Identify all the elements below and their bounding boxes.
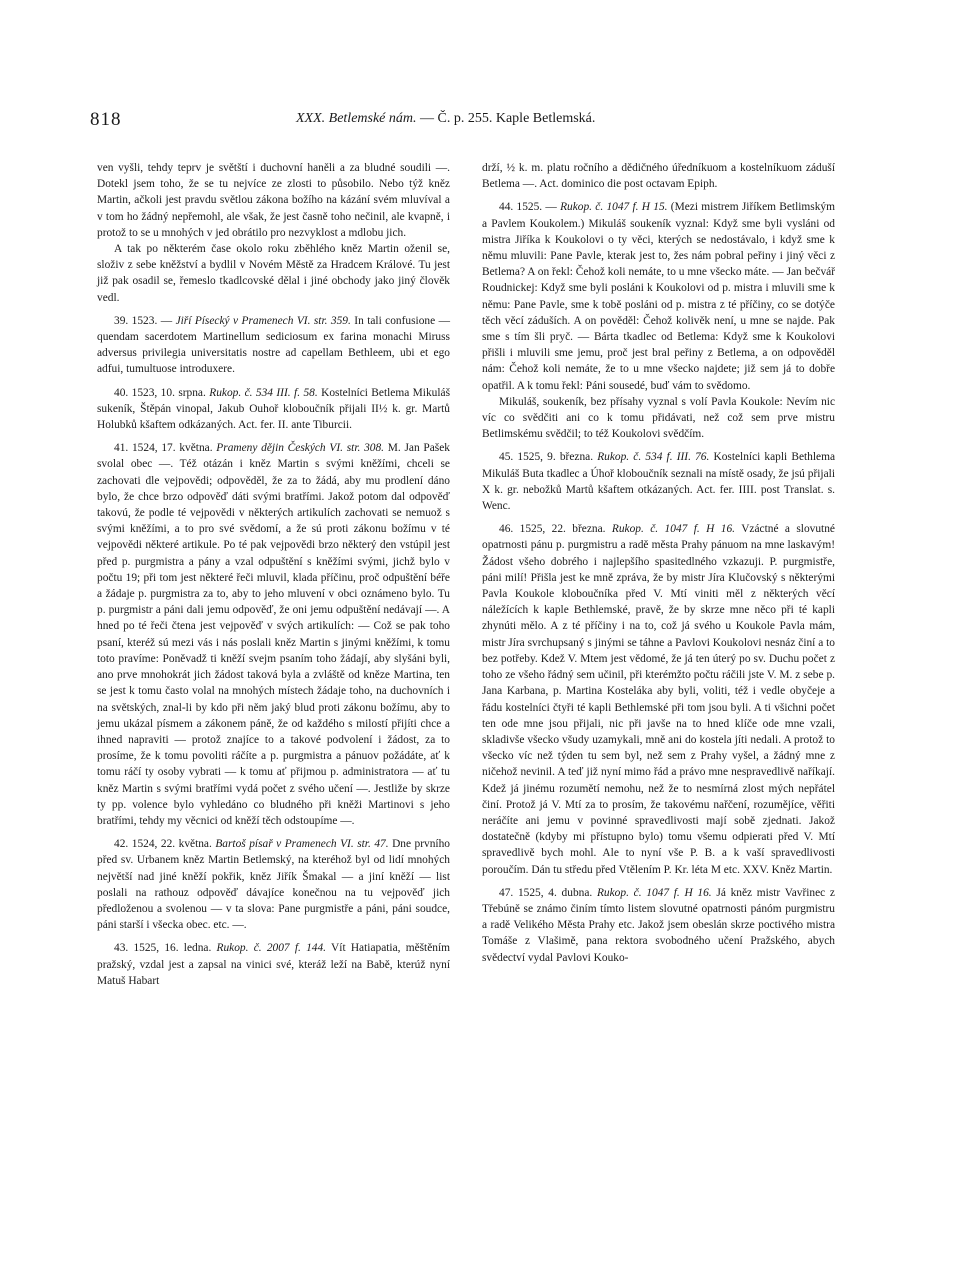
- document-entry: [482, 885, 835, 966]
- entry-number-date: 41. 1524, 17. května.: [114, 442, 217, 455]
- running-head-subtitle: — Č. p. 255. Kaple Betlemská.: [416, 111, 596, 126]
- entry-text: Kostelníci Betlema Mikuláš sukeník, Štěpán vinopal, Jakub Ouhoř kloboučník přijali II½ k. gr. Martů Holubků kšaftem odkázaných. Act. fer. II. ante Tiburcii.: [97, 386, 451, 432]
- running-head: [296, 111, 595, 127]
- entry-number-date: 46. 1525, 22. března.: [499, 523, 612, 536]
- page-number: 818: [90, 109, 122, 130]
- entry-number-date: 43. 1525, 16. ledna.: [114, 942, 217, 955]
- running-head-title: XXX. Betlemské nám.: [296, 111, 417, 126]
- source-reference: Rukop. č. 1047 f. H 15.: [560, 201, 668, 214]
- continued-paragraph: [97, 160, 450, 241]
- left-text-column: [97, 160, 450, 989]
- entry-text: A tak po některém čase okolo roku zběhlého kněz Martin oženil se, složiv z sebe kněžství a bydlil v Novém Městě za Hradcem Králové. Tu jest již pak osadil se, řemeslo tkadlcovské dělal i jiné obchody jako jiný člověk vedl.: [97, 243, 450, 304]
- right-text-column: [482, 160, 835, 966]
- entry-number-date: 45. 1525, 9. března.: [499, 451, 598, 464]
- document-entry: [97, 836, 450, 933]
- entry-text: Vít Hatiapatia, měštěním pražský, vzdal jest a zapsal na vinici své, kteráž leží na Babě, kterúž nyní Matuš Habart: [97, 942, 451, 987]
- entry-text: drží, ½ k. m. platu ročního a dědičného úředníkuom a kostelníkuom záduší Betlema —. Act. dominico die post octavam Epiph.: [482, 162, 835, 191]
- source-reference: Bartoš písař v Pramenech VI. str. 47.: [215, 838, 389, 851]
- entry-text: ven vyšli, tehdy teprv je světští i duchovní haněli a za bludné soudili —. Dotekl jsem toho, že se tu nejvíce ze zlosti to působilo. Nebo týž kněz Martin, ačkoli jest pravdu světlou zákona božího na kázání svém mluvíval a v tom ho žádný nepřemohl, ale však, že jest časně toho nečinil, ale kvapně, i protož to se u mnohých v jed obrátilo pro nezvyklost a mdlobu jich.: [97, 162, 450, 239]
- entry-text: Já kněz mistr Vavřinec z Třebúně se známo činím tímto listem slovutné opatrnosti pánóm purgmistru a radě Velikého Města Prahy etc. Jakož jsem obeslán skrze poctivého mistra Tomáše z Vlašimě, pana rektora svobodného učení Pražského, abych svědectví vydal Pavlovi Kouko-: [482, 886, 835, 964]
- source-reference: Jiří Písecký v Pramenech VI. str. 359.: [175, 314, 351, 327]
- source-reference: Rukop. č. 2007 f. 144.: [216, 942, 327, 955]
- document-entry: [97, 940, 450, 989]
- source-reference: Rukop. č. 1047 f. H 16.: [611, 523, 736, 536]
- paragraph: [97, 241, 450, 306]
- entry-number-date: 47. 1525, 4. dubna.: [499, 886, 597, 899]
- document-entry: [482, 199, 835, 393]
- entry-text: In tali confusione — quendam sacerdotem Martinellum sediciosum ex farina monachi Miruss adversus privilegia universitatis nostre ad capellam Bethleem, ubi et ego adfui, tumultuose introduxere.: [97, 314, 450, 376]
- entry-text: Vzáctné a slovutné opatrnosti pánu p. purgmistru a radě města Prahy pánuom na mne laskavým! Žádost všeho dobrého i najlepšího spasitedlného vzkazuji. P. purgmistře, páni milí! Přišla jest ke mně zpráva, že by mistr Jíra Klučovský s některými Pavla Koukole kloboučníka před V. Mtí viniti měl z některých věcí náležících k kaple Bethlemské, pravě, že by skrze mne něco při té kapli zhynúti mělo. A z té příčiny i na to, což já svého u Koukole Pavla mám, mistr Jíra svrchupsaný s jinými se táhne a Pavlovi Koukolovi nesnáz činí a to bez potřeby. Kdež V. Mtem jest vědomé, že já ten úterý po sv. Duchu počet z toho ze všeho řádný sem učinil, při kterémžto počtu ráčili jste V. M. z sebe p. Jana Karbana, p. Martina Kosteláka aby byli, voliti, též i vedle obyčeje a řádu kostelníci čtyři té kapli Bethlemské při tom jsou byli. A ti všichni počet ten ode mne jsou přijali, nic při javše na to hned klíče ode mne vzali, skladivše všecko všudy uzamykali, mně ani do kostela jíti nedali. A protož to všecko víc než týden tu sem byl, než sem z Prahy vyšel, a žádný mne z ničehož nevinil. A teď již nyní mimo řád a právo mne nespravedlivě naříkají. Kdež já jinému rozumětí nemohu, než že to nesmírná zlost mých nepřátel činí. Protož já V. Mtí za to prosím, že takovému nařčení, rozumějíce, věřiti neráčíte ani jemu v povinné spravedlivosti mají sobě zjednati. Jakož dostatečně (kdyby mi přístupno bylo) tomu všemu odpierati před V. Mtí spravedlivě bych mohl. Ale to nyní vše P. B. a k vaší spravedlivosti poroučím. Dán tu středu před Vtělením P. Kr. léta M etc. XXV. Kněz Martin.: [482, 523, 835, 876]
- entry-text: (Mezi mistrem Jiříkem Betlimským a Pavlem Koukolem.) Mikuláš soukeník vyznal: Když sme byli vysláni od mistra Jiříka k Koukolovi o ty věci, kterých se nedostávalo, i když sme k němu mluvili: Pane Pavle, kterak jest to, žes nám pobral peřiny i jiný věci z Betlema? A on řekl: Čehož koli nemáte, to u mne všecko máte. — Jan bečvář Roudnickej: Když sme byli posláni k Koukolovi od p. mistra i mluvili sme k němu: Pane Pavle, sme k tobě posláni od p. mistra z té příčiny, co se dotýče těch věcí záduších. A on pověděl: Čehož kolivěk není, u mne se najde. Pak sme s tím šli pryč. — Bárta tkadlec od Betlema: Když sme k Koukolovi přišli i mluvili sme jemu, proč jest bral peřiny z Betlema, a on odpověděl nám: Čehož koli nemáte, že to u mne všecko najdete; již sem já to dobře opatřil. A k tomu řekl: Páni sousedé, buď vám to svědomo.: [482, 201, 835, 392]
- source-reference: Prameny dějin Českých VI. str. 308.: [216, 442, 385, 455]
- source-reference: Rukop. č. 534 f. III. 76.: [597, 451, 710, 464]
- document-entry: [97, 440, 450, 829]
- document-entry: [97, 313, 450, 378]
- entry-text: Kostelníci kapli Bethlema Mikuláš Buta tkadlec a Úhoř kloboučník seznali na místě osady, že jsú přijali X k. gr. nebožků Martů kšaftem otkázaných. Act. fer. IIII. post Translat. s. Wenc.: [482, 451, 836, 513]
- entry-text: Dne prvního před sv. Urbanem kněz Martin Betlemský, na kteréhož byl od lidí mnohých největší nad jiné kněží pokřik, kněz Jiřík Šmakal — a jiní kněží — list poslali na rathouz odpověď dávajíce konečnou na tu vejpověď jich předloženou a svolenou — v ta slova: Pane purgmistře a páni, páni soudce, páni starší i všecka obec. etc. —.: [97, 838, 450, 932]
- source-reference: Rukop. č. 534 III. f. 58.: [209, 386, 318, 399]
- document-entry: [482, 449, 835, 514]
- entry-number-date: 44. 1525. —: [499, 201, 561, 214]
- continued-paragraph: [482, 160, 835, 192]
- entry-number-date: 40. 1523, 10. srpna.: [114, 386, 210, 399]
- document-entry: [97, 385, 450, 434]
- entry-text: M. Jan Pašek svolal obec —. Též otázán i kněz Martin s svými kněžími, chceli se zachovati dle vejpovědi; odpověděl, že za to žádá, aby mu prodlení dáno bylo, že chce brzo odpověď dáti svými bratřími. Jakož potom dal odpověď takovú, že podle té vejpovědi v některých artikulích zachovati se nemuož s svými kněžími, a to pro své svědomí, a že sú proti zákonu božímu v té vejpovědi některé artikule. Po té pak vejpovědi brzo některý den vstúpil jest před p. purgmistra a pány a vzal odpuštění s kněžími svými, jichž bylo v počtu 19; při tom jest některé řeči mluvil, klada příčinu, proč odpuštění béře a žádaje p. purgmistra za to, aby to jeho mluvení v obci oznámeno bylo. Tu p. purgmistr a páni dali jemu odpověď, že oni jemu odpuštění nedávají —. A hned po té řeči čtena jest vejpověď v svých artikulích: — Což se pak toho psaní, kteréž sú mezi vás i nás poslali kněz Martin s jinými kněžími, k tomu toto pravíme: Poněvadž ti kněží svejm psaním toho žádají, aby slyšáni byli, ano prve mnohokrát jich žádost taková byla a zvláště od kněze Martina, ten se jest k tomu často volal na mnohých místech žádaje toho, na duchovních i na světských, znal-li by kdo při něm jaký blud proti zákonu božímu, aby to jemu ukázal písmem a zákonem páně, že od každého s milostí přijíti chce a ihned napraviti — protož znajíce to a takové podvolení i žádost, za to prosíme, že k tomu povoliti ráčíte a p. purgmistra a pánuov požádáte, ať k tomu ráčí ty osoby vybrati — k tomu ať přijmou p. administratora — ať tu kněz Martin s svými bratřími vydá počet z svého učení —. Jestliže by skrze ty pp. volence bylo vyhledáno co bludného při kněži Martinovi s jeho bratřími, tehdy my věcnici od kněží těch odstoupíme —.: [97, 442, 450, 827]
- entry-text: Mikuláš, soukeník, bez přísahy vyznal s volí Pavla Koukole: Nevím nic víc co svědčiti ani co k tomu přidávati, než což sem prve mistru Betlimskému svědčil; to též Koukolovi svědčím.: [482, 395, 835, 441]
- paragraph: [482, 394, 835, 443]
- document-entry: [482, 521, 835, 877]
- entry-number-date: 42. 1524, 22. května.: [114, 838, 216, 851]
- entry-number-date: 39. 1523. —: [114, 314, 176, 327]
- source-reference: Rukop. č. 1047 f. H 16.: [596, 886, 712, 899]
